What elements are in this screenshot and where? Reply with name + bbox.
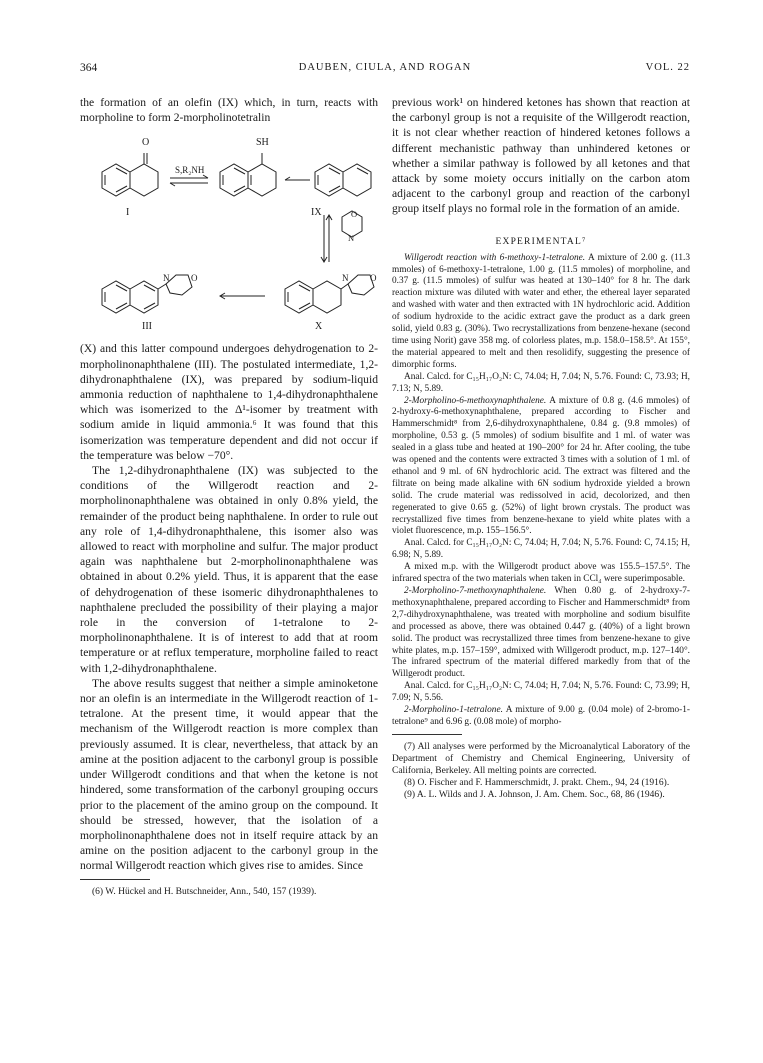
compound-x-nitrogen-label: N (342, 273, 349, 284)
experiment-2-analysis: Anal. Calcd. for C₁₅H₁₇O₂N: C, 74.04; H, 7.04; N, 5.76. Found: C, 74.15; H, 6.98; N, 5.89. (392, 538, 690, 561)
right-column (392, 95, 690, 801)
footnote-9: (9) A. L. Wilds and J. A. Johnson, J. Am. Chem. Soc., 68, 86 (1946). (404, 789, 665, 800)
footnote-rule-left (80, 879, 150, 880)
footnote-rule-right (392, 734, 462, 735)
volume-label: VOL. 22 (645, 62, 690, 73)
experiment-4-text: A mixture of 9.00 g. (0.04 mole) of 2-bromo-1-tetralone⁹ and 6.96 g. (0.08 mole) of morpho- (392, 705, 690, 727)
compound-iii-nitrogen-label: N (163, 273, 170, 284)
footnote-6: (6) W. Hückel and H. Butschneider, Ann., 540, 157 (1939). (92, 886, 317, 897)
experiment-4-title: 2-Morpholino-1-tetralone. (404, 705, 503, 716)
experiment-1-title: Willgerodt reaction with 6-methoxy-1-tetralone. (404, 252, 586, 263)
right-paragraph-1: previous work¹ on hindered ketones has shown that reaction at the carbonyl group is not a requisite of the Willgerodt reaction, it is not clear whether reaction of hindered ketones follows a different mechanistic pathway than unhindered ketones or whether a similar pathway is followed by all ketones and that attack by some moiety occurs initially on the carbon atom adjacent to the carbonyl group and reaction of the carbonyl group itself plays no formal role in the formation of an amide. (392, 96, 690, 216)
left-column (80, 95, 378, 898)
label-compound-x: X (315, 321, 323, 333)
left-intro-paragraph: the formation of an olefin (IX) which, in turn, reacts with morpholine to form 2-morpholinotetralin (80, 96, 378, 125)
compound-iii-oxygen-label: O (191, 273, 198, 284)
experiment-2-text: A mixture of 0.8 g. (4.6 mmoles) of 2-hydroxy-6-methoxynaphthalene, prepared according to Fischer and Hammerschmidt⁸ from 2,6-dihydroxynaphthalene, 0.84 g. (9.8 mmoles) of morpholine, 0.53 g. (5 mmoles) of sodium bisulfite and 1 ml. of water was sealed in a glass tube and heated at 190–200° for 24 hr. After cooling, the tube was opened and the contents were extracted 3 times with a solution of 1 ml. of ethanol and 9 ml. of 6N hydrochloric acid. The extract was filtered and the filtrate on being made alkaline with 6N sodium hydroxide yielded a brown solid. The crude material was redissolved in acid, decolorized, and then regenerated to give 0.65 g. (52%) of light brown crystals. The product was recrystallized five times from benzene-hexane to yield white plates with a violet fluorescence, m.p. 155–156.5°. (392, 395, 690, 537)
footnote-8: (8) O. Fischer and F. Hammerschmidt, J. prakt. Chem., 94, 24 (1916). (404, 777, 670, 788)
left-paragraph-2: The 1,2-dihydronaphthalene (IX) was subjected to the conditions of the Willgerodt reaction and 2-morpholinonaphthalene was obtained in only 0.8% yield, the remainder of the product being naphthalene. In order to rule out any role of 1,4-dihydronaphthalene, this isomer also was allowed to react with morpholine and sulfur. The major product again was naphthalene but 2-morpholinonaphthalene was obtained in about 0.2% yield. Thus, it is apparent that the ease of dehydrogenation of these isomeric dihydronaphthalenes to naphthalene precluded the possibility of their playing a major role in the conversion of 1-tetralone to 2-morpholinonaphthalene. It is of interest to add that at room temperature or at reflux temperature, morpholine failed to react with 1,2-dihydronaphthalene. (80, 464, 378, 675)
compound-ix-structure (315, 164, 371, 196)
reaction-scheme-drawing (80, 127, 378, 337)
experimental-heading: EXPERIMENTAL⁷ (495, 236, 587, 247)
experiment-3-title: 2-Morpholino-7-methoxynaphthalene. (404, 586, 547, 596)
running-title: DAUBEN, CIULA, AND ROGAN (298, 62, 472, 73)
label-compound-ix: IX (311, 207, 322, 219)
vertical-arrows (321, 215, 332, 262)
reaction-arrow-3 (220, 293, 265, 299)
thiol-intermediate-structure (220, 153, 276, 196)
morpholine-nitrogen-label: N (348, 233, 355, 244)
experiment-1 (392, 253, 690, 372)
experiment-4 (392, 705, 690, 729)
compound-x-oxygen-label: O (370, 273, 377, 284)
ketone-oxygen-label: O (142, 137, 150, 149)
experiment-1-analysis: Anal. Calcd. for C₁₅H₁₇O₂N: C, 74.04; H, 7.04; N, 5.76. Found: C, 73.93; H, 7.13; N, 5.89. (392, 371, 690, 394)
equilibrium-arrow-1 (170, 175, 208, 186)
reaction-scheme (80, 127, 378, 337)
compound-iii-structure (102, 275, 192, 313)
label-compound-iii: III (142, 321, 152, 333)
label-compound-i: I (126, 207, 130, 219)
reagent-label: S,R₂NH (175, 165, 205, 176)
experiment-3-text: When 0.80 g. of 2-hydroxy-7-methoxynaphthalene, prepared according to Fischer and Hammerschmidt⁸ from 2,7-dihydroxynaphthalene, was treated with morpholine and sodium bisulfite and processed as above, there was obtained 0.447 g. (40%) of a light brown solid. The product was recrystallized three times from benzene-hexane to give white plates, m.p. 157–159°, admixed with Willgerodt product, m.p. 127–140°. The infrared spectrum of the material differed markedly from that of the Willgerodt product. (392, 586, 690, 680)
experiment-2-title: 2-Morpholino-6-methoxynaphthalene. (404, 395, 547, 406)
left-paragraph-1: (X) and this latter compound undergoes dehydrogenation to 2-morpholinonaphthalene (III). The postulated intermediate, 1,2-dihydronaphthalene (IX), was prepared by sodium-liquid ammonia reduction of naphthalene to 1,4-dihydronaphthalene which was isomerized to the Δ¹-isomer by treatment with sodium amide in liquid ammonia.⁶ It was found that this isomerization was temperature dependent and did not occur if the temperature was below −70°. (80, 342, 378, 462)
experiment-1-text: A mixture of 2.00 g. (11.3 mmoles) of 6-methoxy-1-tetralone, 1.00 g. (11.5 mmoles) of morpholine, and 0.37 g. (11.5 mmoles) of sulfur was heated at 130–140° for 8 hr. The dark reaction mixture was diluted with water and ether, the ethereal layer separated and washed with water and then extracted with 1N hydrochloric acid. Addition of sodium hydroxide to the acidic extract gave the product as a dark green solid, yield 0.83 g. (30%). Two recrystallizations from benzene-hexane (second time using Norit) gave 358 mg. of colorless plates, m.p. 158.0–158.5°. At 155°, the material appeared to melt and then resolidify, suggesting the presence of dimorphic forms. (392, 252, 690, 370)
page-number: 364 (80, 62, 98, 74)
thiol-label: SH (256, 137, 269, 149)
experiment-3 (392, 586, 690, 681)
compound-i-structure (102, 153, 158, 196)
experiment-2 (392, 396, 690, 539)
experiment-3-analysis: Anal. Calcd. for C₁₅H₁₇O₂N: C, 74.04; H, 7.04; N, 5.76. Found: C, 73.99; H, 7.09; N, 5.56. (392, 681, 690, 704)
footnote-7: (7) All analyses were performed by the Microanalytical Laboratory of the Department of Chemistry and Chemical Engineering, University of California, Berkeley. All melting points are corrected. (392, 741, 690, 776)
experiment-2-mixed-mp: A mixed m.p. with the Willgerodt product above was 155.5–157.5°. The infrared spectra of the two materials when taken in CCl₄ were superimposable. (392, 562, 690, 585)
left-paragraph-3: The above results suggest that neither a simple aminoketone nor an olefin is an intermediate in the Willgerodt reaction of 1-tetralone. At the present time, it would appear that the mechanism of the Willgerodt reaction is more complex than previously assumed. It is clear, nevertheless, that attack by an amine at the position adjacent to the carbonyl group is possible under Willgerodt conditions and that when the ketone is not hindered, some transformation of the carbonyl grouping occurs prior to the placement of the amino group on the compound. It should be stressed, however, that the isolation of a morpholinonaphthalene does not in itself require attack by an amine on the position adjacent to the carbonyl group in the normal Willgerodt reaction which gives rise to amides. Since (80, 676, 378, 873)
running-header (80, 62, 690, 78)
equilibrium-arrow-2 (285, 177, 310, 180)
morpholine-oxygen-label: O (351, 209, 358, 220)
compound-x-structure (285, 275, 374, 313)
